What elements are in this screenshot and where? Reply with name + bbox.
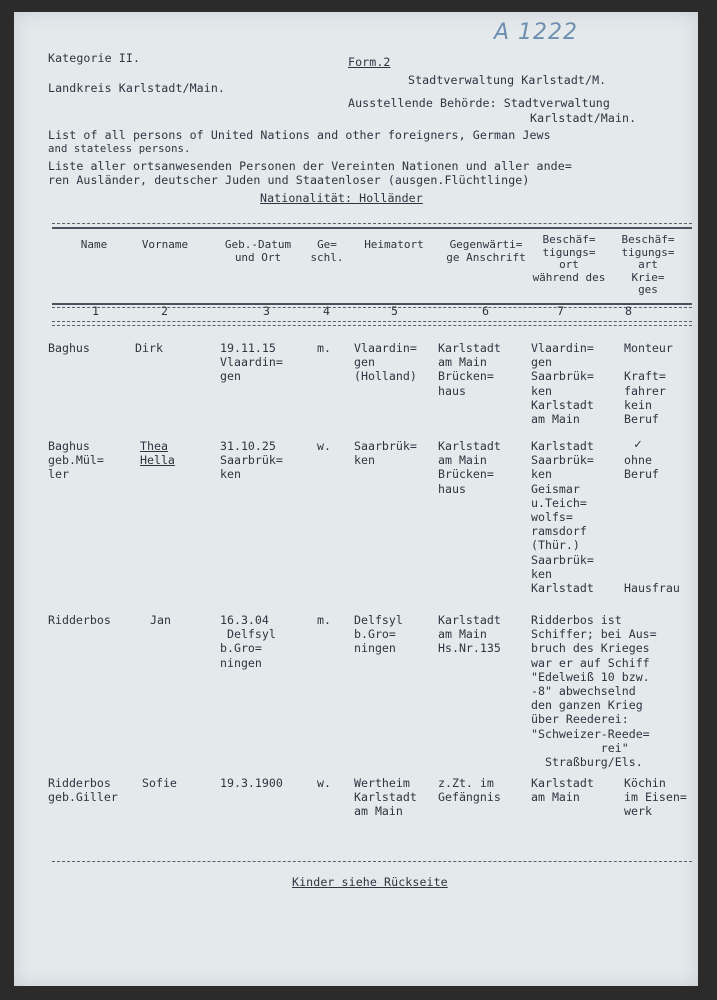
footer-note: Kinder siehe Rückseite (292, 875, 448, 889)
cell-geschl: m. (317, 613, 331, 627)
archive-number: A 1222 (494, 20, 579, 45)
cell-ort: Karlstadt am Main (531, 776, 594, 805)
header-geb: Geb.-Datum und Ort (224, 238, 292, 264)
cell-art: Köchin im Eisen= werk (624, 776, 687, 819)
table-bottom-rule (52, 861, 692, 862)
cell-geb: 31.10.25 Saarbrük= ken (220, 439, 283, 482)
cell-heimatort: Saarbrük= ken (354, 439, 417, 468)
cell-art: Monteur Kraft= fahrer kein Beruf (624, 341, 673, 427)
header-anschrift: Gegenwärti= ge Anschrift (446, 238, 526, 264)
header-name: Name (80, 238, 108, 251)
document-page (14, 12, 698, 986)
cell-geschl: m. (317, 341, 331, 355)
cell-geschl: w. (317, 439, 331, 453)
header-geschl: Ge= schl. (310, 238, 344, 264)
numbers-bottom-rule (52, 321, 692, 322)
cell-heimatort: Wertheim Karlstadt am Main (354, 776, 417, 819)
cell-vorname: Sofie (142, 776, 177, 790)
header-beschaeftigungsort: Beschäf= tigungs= ort während des (532, 233, 606, 284)
cell-name: Ridderbos geb.Giller (48, 776, 118, 805)
table-top-rule (52, 223, 692, 224)
behoerde-line2: Karlstadt/Main. (530, 111, 637, 125)
col-num-5: 5 (391, 304, 398, 318)
nationality: Nationalität: Holländer (260, 191, 423, 205)
cell-vorname: Jan (150, 613, 171, 627)
form-number: Form.2 (348, 55, 391, 69)
cell-vorname: Thea Hella (140, 439, 175, 468)
cell-geb: 19.11.15 Vlaardin= gen (220, 341, 283, 384)
cell-geb: 19.3.1900 (220, 776, 283, 790)
header-bottom-rule (52, 303, 692, 305)
cell-anschrift: Karlstadt am Main Brücken= haus (438, 341, 501, 398)
col-num-2: 2 (161, 304, 168, 318)
cell-heimatort: Vlaardin= gen (Holland) (354, 341, 417, 384)
intro-de-line2: ren Ausländer, deutscher Juden und Staatenloser (ausgen.Flüchtlinge) (48, 173, 530, 187)
intro-en-line1: List of all persons of United Nations and other foreigners, German Jews (48, 128, 551, 142)
col-num-6: 6 (482, 304, 489, 318)
intro-en-line2: and stateless persons. (48, 143, 191, 155)
col-num-8: 8 (625, 304, 632, 318)
col-num-1: 1 (92, 304, 99, 318)
cell-geb: 16.3.04 Delfsyl b.Gro= ningen (220, 613, 276, 670)
intro-de-line1: Liste aller ortsanwesenden Personen der Vereinten Nationen und aller ande= (48, 159, 572, 173)
kategorie: Kategorie II. (48, 51, 141, 65)
behoerde-label: Ausstellende Behörde: Stadtverwaltung (348, 96, 610, 110)
cell-geschl: w. (317, 776, 331, 790)
header-beschaeftigungsart: Beschäf= tigungs= art Krie= ges (621, 233, 675, 296)
col-num-4: 4 (323, 304, 330, 318)
cell-name: Baghus (48, 341, 90, 355)
check-mark: ✓ (634, 437, 642, 452)
numbers-bottom-rule-2 (52, 325, 692, 326)
cell-anschrift: z.Zt. im Gefängnis (438, 776, 501, 805)
cell-vorname: Dirk (135, 341, 163, 355)
col-num-7: 7 (557, 304, 564, 318)
cell-heimatort: Delfsyl b.Gro= ningen (354, 613, 403, 656)
cell-ort: Vlaardin= gen Saarbrük= ken Karlstadt am Main (531, 341, 594, 427)
cell-ort: Ridderbos ist Schiffer; bei Aus= bruch des Krieges war er auf Schiff "Edelweiß 10 bzw. -8" abwechselnd den ganzen Krieg über Reederei: "Schweizer-Reede= rei" Straßburg/Els. (531, 613, 657, 770)
cell-ort: Karlstadt Saarbrük= ken Geismar u.Teich= wolfs= ramsdorf (Thür.) Saarbrük= ken Karlstadt (531, 439, 594, 596)
cell-name: Baghus geb.Mül= ler (48, 439, 104, 482)
header-heimatort: Heimatort (364, 238, 424, 251)
cell-art: ohne Beruf Hausfrau (624, 453, 680, 596)
cell-anschrift: Karlstadt am Main Brücken= haus (438, 439, 501, 496)
header-vorname: Vorname (141, 238, 189, 251)
header-bottom-rule-2 (52, 307, 692, 308)
landkreis: Landkreis Karlstadt/Main. (48, 81, 226, 95)
col-num-3: 3 (263, 304, 270, 318)
cell-anschrift: Karlstadt am Main Hs.Nr.135 (438, 613, 501, 656)
stadtverwaltung: Stadtverwaltung Karlstadt/M. (408, 73, 607, 87)
cell-name: Ridderbos (48, 613, 111, 627)
table-top-rule-2 (52, 227, 692, 229)
